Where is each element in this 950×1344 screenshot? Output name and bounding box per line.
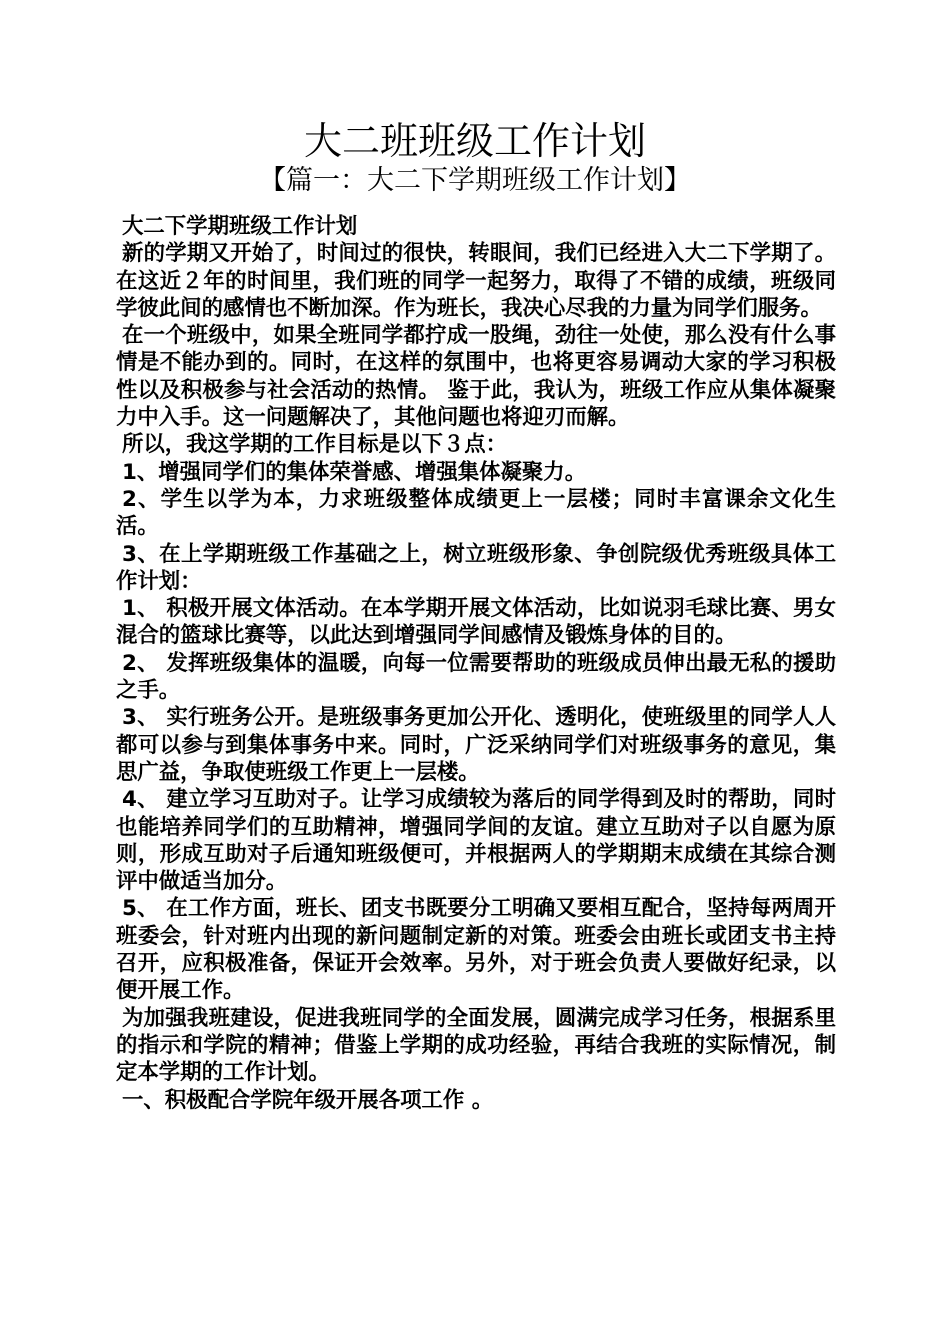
goal-item: 1、增强同学们的集体荣誉感、增强集体凝聚力。 <box>122 459 587 485</box>
paragraph-summary: 为加强我班建设，促进我班同学的全面发展，圆满完成学习任务，根据系里的指示和学院的精神；借鉴上学期的成功经验，再结合我班的实际情况，制定本学期的工作计划。 <box>116 1005 836 1086</box>
document-subtitle: 【篇一：大二下学期班级工作计划】 <box>259 165 691 196</box>
plan-item: 2、 发挥班级集体的温暖，向每一位需要帮助的班级成员伸出最无私的援助之手。 <box>116 650 836 704</box>
plan-item: 4、 建立学习互助对子。让学习成绩较为落后的同学得到及时的帮助，同时也能培养同学们的互助精神，增强同学间的友谊。建立互助对子以自愿为原则，形成互助对子后通知班级便可，并根据两人的学期期末成绩在其综合测评中做适当加分。 <box>116 787 836 895</box>
goal-item: 2、学生以学为本，力求班级整体成绩更上一层楼；同时丰富课余文化生活。 <box>116 486 836 540</box>
document-title: 大二班班级工作计划 <box>303 119 646 163</box>
section-heading: 大二下学期班级工作计划 <box>122 214 358 239</box>
plan-item: 3、 实行班务公开。是班级事务更加公开化、透明化，使班级里的同学人人都可以参与到集体事务中来。同时，广泛采纳同学们对班级事务的意见，集思广益，争取使班级工作更上一层楼。 <box>116 705 836 785</box>
paragraph-goals-lead: 所以，我这学期的工作目标是以下３点： <box>122 432 508 458</box>
plan-item: 5、 在工作方面，班长、团支书既要分工明确又要相互配合，坚持每两周开班委会，针对班内出现的新问题制定新的对策。班委会由班长或团支书主持召开，应积极准备，保证开会效率。另外，对于班会负责人要做好纪录，以便开展工作。 <box>116 896 836 1004</box>
plan-item: 1、 积极开展文体活动。在本学期开展文体活动，比如说羽毛球比赛、男女混合的篮球比赛等，以此达到增强同学间感情及锻炼身体的目的。 <box>116 596 836 649</box>
paragraph-cohesion: 在一个班级中，如果全班同学都拧成一股绳，劲往一处使，那么没有什么事情是不能办到的。同时，在这样的氛围中，也将更容易调动大家的学习积极性以及积极参与社会活动的热情。 鉴于此，我认为，班级工作应从集体凝聚力中入手。这一问题解决了，其他问题也将迎刃而解。 <box>116 323 836 431</box>
section-heading-one: 一、积极配合学院年级开展各项工作 。 <box>122 1087 494 1113</box>
goal-item: 3、在上学期班级工作基础之上，树立班级形象、争创院级优秀班级具体工作计划： <box>116 541 836 594</box>
paragraph-intro: 新的学期又开始了，时间过的很快，转眼间，我们已经进入大二下学期了。在这近２年的时间里，我们班的同学一起努力，取得了不错的成绩，班级同学彼此间的感情也不断加深。作为班长，我决心尽我的力量为同学们服务。 <box>116 241 836 321</box>
document-body <box>116 213 836 1114</box>
